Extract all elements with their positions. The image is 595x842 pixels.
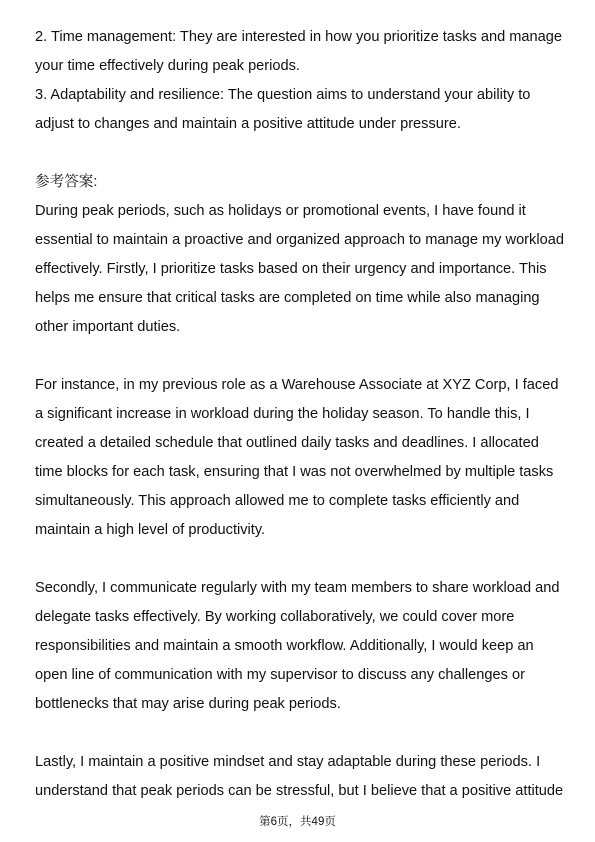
text-line: a significant increase in workload during the holiday season. To handle this, I [35, 406, 530, 422]
spacer [35, 719, 565, 748]
text-line: effectively. Firstly, I prioritize tasks based on their urgency and importance. This [35, 261, 547, 277]
text-line: simultaneously. This approach allowed me to complete tasks efficiently and [35, 493, 520, 509]
answer-paragraph-4 [35, 748, 565, 806]
text-line: time blocks for each task, ensuring that I was not overwhelmed by multiple tasks [35, 464, 554, 480]
text-line: bottlenecks that may arise during peak periods. [35, 696, 341, 712]
text-line: 3. Adaptability and resilience: The question aims to understand your ability to [35, 87, 531, 103]
text-line: open line of communication with my supervisor to discuss any challenges or [35, 667, 525, 683]
text-line: maintain a high level of productivity. [35, 522, 266, 538]
text-line: During peak periods, such as holidays or promotional events, I have found it [35, 203, 526, 219]
text-line: helps me ensure that critical tasks are completed on time while also managing [35, 290, 540, 306]
text-line: responsibilities and maintain a smooth workflow. Additionally, I would keep an [35, 638, 534, 654]
answer-paragraph-2 [35, 371, 565, 545]
page-number: 第6页，共49页 [259, 816, 336, 828]
text-line: your time effectively during peak periods. [35, 58, 300, 74]
spacer [35, 139, 565, 168]
text-line: essential to maintain a proactive and organized approach to manage my workload [35, 232, 564, 248]
text-line: Secondly, I communicate regularly with my team members to share workload and [35, 580, 560, 596]
answer-paragraph-3 [35, 574, 565, 719]
document-body [35, 23, 565, 806]
spacer [35, 545, 565, 574]
spacer [35, 342, 565, 371]
text-line: adjust to changes and maintain a positive attitude under pressure. [35, 116, 461, 132]
text-line: other important duties. [35, 319, 181, 335]
answer-heading: 参考答案: [35, 174, 98, 190]
intro-points [35, 23, 565, 139]
text-line: created a detailed schedule that outlined daily tasks and deadlines. I allocated [35, 435, 539, 451]
text-line: delegate tasks effectively. By working collaboratively, we could cover more [35, 609, 515, 625]
text-line: 2. Time management: They are interested in how you prioritize tasks and manage [35, 29, 563, 45]
text-line: For instance, in my previous role as a Warehouse Associate at XYZ Corp, I faced [35, 377, 559, 393]
answer-paragraph-1 [35, 197, 565, 342]
text-line: Lastly, I maintain a positive mindset and stay adaptable during these periods. I [35, 754, 541, 770]
text-line: understand that peak periods can be stressful, but I believe that a positive attitude [35, 783, 564, 799]
